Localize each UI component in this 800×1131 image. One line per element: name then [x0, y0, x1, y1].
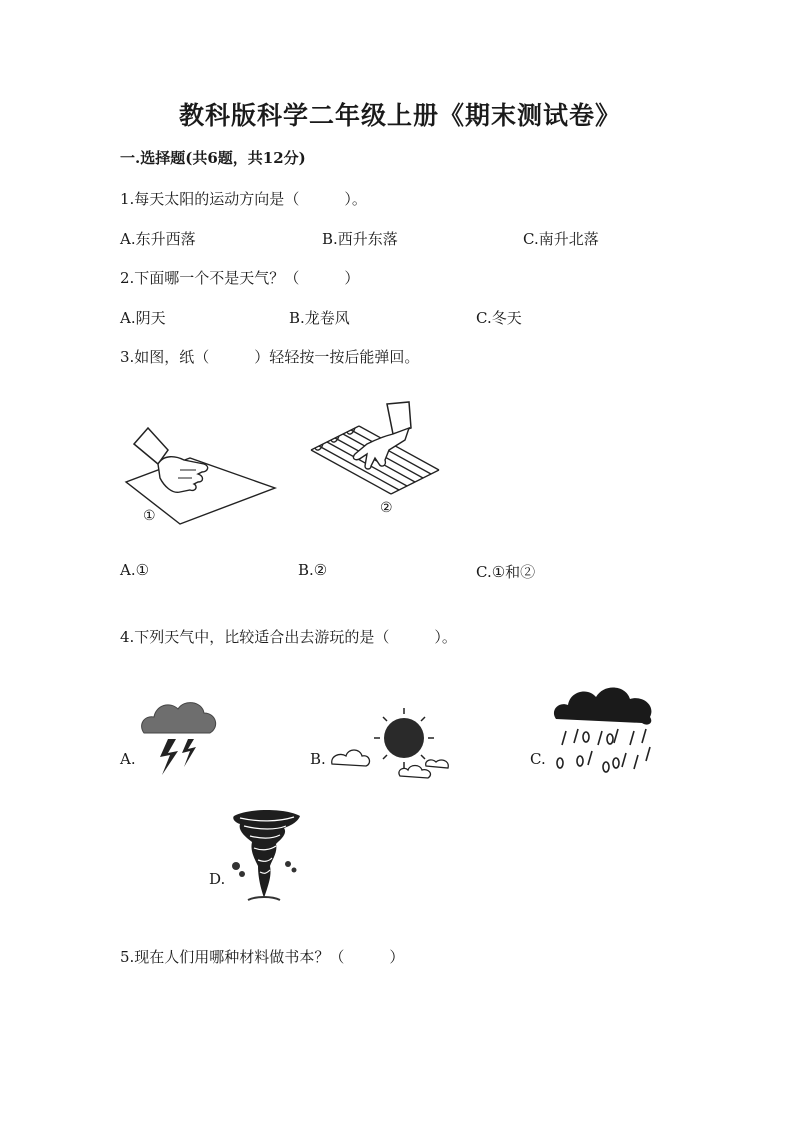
heavy-rain-icon	[552, 683, 660, 788]
q1-option-b[interactable]: B.西升东落	[322, 230, 398, 248]
q4-option-c[interactable]: C.	[530, 750, 546, 768]
q3-option-b[interactable]: B.②	[298, 561, 328, 579]
section-heading: 一.选择题(共6题，共12分)	[120, 149, 306, 167]
question-4: 4.下列天气中，比较适合出去游玩的是（ ）。	[120, 628, 457, 646]
page-title: 教科版科学二年级上册《期末测试卷》	[178, 101, 621, 130]
thunderstorm-icon	[138, 695, 220, 785]
question-2: 2.下面哪一个不是天气？（ ）	[120, 269, 360, 287]
q1-option-a[interactable]: A.东升西落	[120, 230, 196, 248]
q2-option-a[interactable]: A.阴天	[120, 309, 166, 327]
q1-option-c[interactable]: C.南升北落	[523, 230, 599, 248]
question-3: 3.如图，纸（ ）轻轻按一按后能弹回。	[120, 348, 420, 366]
q4-option-d[interactable]: D.	[209, 870, 226, 888]
corrugated-paper-figure	[305, 400, 445, 500]
q3-option-c[interactable]: C.①和②	[476, 563, 536, 581]
q4-option-b[interactable]: B.	[310, 750, 326, 768]
q3-option-a[interactable]: A.①	[120, 561, 150, 579]
tornado-icon	[228, 808, 304, 904]
figure-label-2: ②	[380, 500, 393, 516]
q2-option-b[interactable]: B.龙卷风	[289, 309, 350, 327]
sunny-icon	[330, 708, 456, 784]
q2-option-c[interactable]: C.冬天	[476, 309, 522, 327]
q4-option-a[interactable]: A.	[120, 750, 136, 768]
question-1: 1.每天太阳的运动方向是（ ）。	[120, 190, 367, 208]
question-5: 5.现在人们用哪种材料做书本？（ ）	[120, 948, 405, 966]
figure-label-1: ①	[143, 508, 156, 524]
